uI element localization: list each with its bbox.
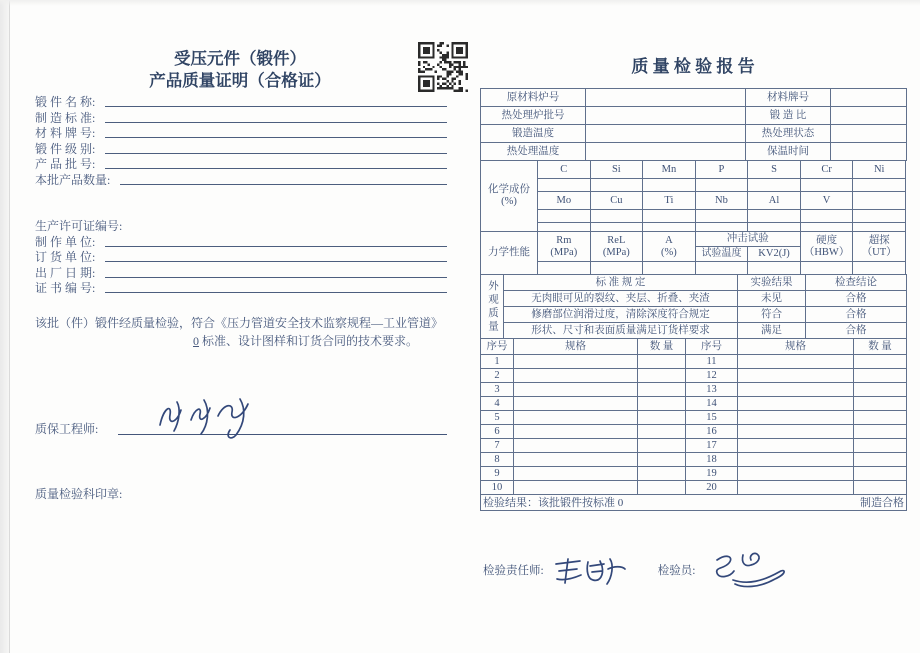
- chem-element: Nb: [695, 192, 748, 210]
- item-spec: [514, 453, 638, 467]
- field-row: [35, 140, 447, 155]
- chem-value: [800, 210, 853, 223]
- item-qty: [854, 467, 907, 481]
- item-spec: [738, 383, 854, 397]
- chem-element: Si: [590, 161, 643, 179]
- chem-value: [643, 179, 696, 192]
- appearance-conclusion: 合格: [806, 323, 907, 339]
- qr-code: [418, 42, 468, 92]
- appearance-row: [481, 323, 907, 339]
- items-header-row: [481, 339, 907, 355]
- appearance-row: [481, 307, 907, 323]
- info-label: 热处理炉批号: [481, 107, 586, 125]
- conformity-statement-line2: 0 标准、设计图样和订货合同的技术要求。: [193, 334, 419, 348]
- item-qty: [854, 369, 907, 383]
- blank-underline: [120, 183, 447, 185]
- info-label: 保温时间: [746, 143, 831, 161]
- chem-element: S: [748, 161, 801, 179]
- qa-engineer-label: 质保工程师:: [35, 422, 99, 436]
- field-row: [35, 171, 447, 186]
- mech-col-impact: 冲击试验: [695, 232, 800, 247]
- appearance-conclusion: 合格: [806, 291, 907, 307]
- item-spec: [738, 453, 854, 467]
- blank-underline: [105, 121, 447, 123]
- chem-value: [538, 210, 591, 223]
- inspection-result: [481, 495, 907, 511]
- info-value: [831, 89, 907, 107]
- mech-value: [853, 262, 906, 275]
- item-serial: 1: [481, 355, 514, 369]
- item-row: [481, 397, 907, 411]
- items-header: 规格: [514, 339, 638, 355]
- mech-value: [695, 262, 748, 275]
- info-value: [586, 143, 746, 161]
- inspection-result-text: 检验结果：该批锻件按标准 0: [483, 496, 624, 509]
- field-label: 锻 件 级 别:: [35, 141, 96, 156]
- mech-col-hardness: 硬度 （HBW）: [800, 232, 853, 262]
- blank-underline: [105, 276, 447, 278]
- seal-label: 质量检验科印章:: [35, 487, 123, 501]
- chem-value: [800, 179, 853, 192]
- appearance-table: [480, 274, 907, 339]
- item-spec: [514, 383, 638, 397]
- chem-element: C: [538, 161, 591, 179]
- field-label: 生产许可证编号:: [35, 219, 123, 234]
- item-spec: [738, 411, 854, 425]
- field-row: [35, 156, 447, 171]
- field-row: [35, 218, 447, 233]
- item-serial: 3: [481, 383, 514, 397]
- chem-element: Mo: [538, 192, 591, 210]
- report-signature-row: [483, 556, 795, 595]
- item-qty: [854, 439, 907, 453]
- chem-section-label: 化学成份 (%): [481, 161, 538, 232]
- chem-element: [853, 192, 906, 210]
- item-qty: [854, 383, 907, 397]
- item-serial: 18: [686, 453, 738, 467]
- item-qty: [638, 481, 686, 495]
- item-spec: [514, 355, 638, 369]
- result-row: [481, 495, 907, 511]
- field-group-product: [35, 94, 447, 187]
- mech-col-rel: ReL (MPa): [590, 232, 643, 262]
- blank-underline: [105, 152, 447, 154]
- chem-value: [590, 210, 643, 223]
- field-row: [35, 264, 447, 279]
- item-serial: 10: [481, 481, 514, 495]
- appearance-result: 符合: [738, 307, 806, 323]
- item-serial: 5: [481, 411, 514, 425]
- item-spec: [514, 397, 638, 411]
- item-qty: [638, 397, 686, 411]
- conformity-statement: [35, 314, 443, 350]
- appearance-result: 未见: [738, 291, 806, 307]
- appearance-header: 检查结论: [806, 275, 907, 291]
- item-serial: 15: [686, 411, 738, 425]
- item-spec: [514, 411, 638, 425]
- info-row: [481, 107, 907, 125]
- item-row: [481, 467, 907, 481]
- field-label: 制 造 标 准:: [35, 110, 96, 125]
- chemical-composition-table: [480, 160, 906, 232]
- mech-value: [590, 262, 643, 275]
- item-spec: [738, 369, 854, 383]
- item-spec: [514, 467, 638, 481]
- item-spec: [738, 397, 854, 411]
- signature-inspector: [695, 556, 795, 595]
- appearance-criterion: 形状、尺寸和表面质量满足订货样要求: [504, 323, 738, 339]
- item-row: [481, 425, 907, 439]
- item-spec: [738, 467, 854, 481]
- info-row: [481, 125, 907, 143]
- items-header: 数 量: [638, 339, 686, 355]
- chem-value: [695, 210, 748, 223]
- item-serial: 9: [481, 467, 514, 481]
- item-row: [481, 383, 907, 397]
- chem-header-row-1: [481, 161, 906, 179]
- mech-value: [643, 262, 696, 275]
- mech-col-impact-temp: 试验温度: [695, 247, 748, 262]
- chem-element: Ti: [643, 192, 696, 210]
- report-table: [480, 88, 906, 511]
- mech-value: [800, 262, 853, 275]
- item-serial: 20: [686, 481, 738, 495]
- item-spec: [514, 369, 638, 383]
- info-value: [586, 125, 746, 143]
- certificate-title: [100, 48, 380, 92]
- item-qty: [638, 425, 686, 439]
- chem-value: [853, 179, 906, 192]
- blank-underline: [105, 291, 447, 293]
- item-qty: [638, 453, 686, 467]
- info-label: 锻 造 比: [746, 107, 831, 125]
- scan-edge-left: [0, 0, 10, 653]
- item-spec: [738, 439, 854, 453]
- mech-col-ut: 超探 （UT）: [853, 232, 906, 262]
- item-spec: [738, 355, 854, 369]
- appearance-header: 标 准 规 定: [504, 275, 738, 291]
- field-label: 本批产品数量:: [35, 172, 111, 187]
- chem-value-row-2: [481, 210, 906, 223]
- manufacture-qualified-text: 制造合格: [860, 496, 904, 509]
- chem-value: [643, 210, 696, 223]
- item-serial: 14: [686, 397, 738, 411]
- item-qty: [638, 383, 686, 397]
- chem-element: V: [800, 192, 853, 210]
- item-serial: 4: [481, 397, 514, 411]
- chem-header-row-2: [481, 192, 906, 210]
- info-value: [831, 143, 907, 161]
- appearance-header-row: [481, 275, 907, 291]
- field-label: 制 作 单 位:: [35, 234, 96, 249]
- field-label: 订 货 单 位:: [35, 250, 96, 265]
- info-row: [481, 89, 907, 107]
- item-qty: [854, 397, 907, 411]
- field-row: [35, 109, 447, 124]
- chem-element: Al: [748, 192, 801, 210]
- appearance-header: 实验结果: [738, 275, 806, 291]
- certificate-title-line2: 产品质量证明（合格证）: [149, 71, 331, 90]
- mech-col-rm: Rm (MPa): [538, 232, 591, 262]
- mech-col-a: A (%): [643, 232, 696, 262]
- items-header: 数 量: [854, 339, 907, 355]
- blank-underline: [105, 245, 447, 247]
- chem-value: [538, 179, 591, 192]
- item-qty: [854, 481, 907, 495]
- signature-qa-engineer: [150, 395, 270, 441]
- item-qty: [638, 369, 686, 383]
- items-header: 序号: [481, 339, 514, 355]
- item-qty: [854, 411, 907, 425]
- mech-value-row: [481, 262, 906, 275]
- mech-col-impact-kv: KV2(J): [748, 247, 801, 262]
- item-spec: [514, 481, 638, 495]
- field-label: 锻 件 名 称:: [35, 95, 96, 110]
- appearance-criterion: 无肉眼可见的裂纹、夹层、折叠、夹渣: [504, 291, 738, 307]
- item-row: [481, 411, 907, 425]
- blank-underline: [105, 105, 447, 107]
- item-spec: [514, 425, 638, 439]
- field-row: [35, 280, 447, 295]
- field-label: 产 品 批 号:: [35, 157, 96, 172]
- blank-underline: [105, 167, 447, 169]
- conformity-statement-line1: 该批（件）锻件经质量检验，符合《压力管道安全技术监察规程—工业管道》: [35, 316, 444, 330]
- chem-value: [695, 179, 748, 192]
- appearance-row: [481, 291, 907, 307]
- item-qty: [638, 467, 686, 481]
- mech-value: [748, 262, 801, 275]
- item-row: [481, 481, 907, 495]
- items-header: 序号: [686, 339, 738, 355]
- info-value: [831, 107, 907, 125]
- info-value: [586, 89, 746, 107]
- info-value: [586, 107, 746, 125]
- info-label: 热处理状态: [746, 125, 831, 143]
- mech-section-label: 力学性能: [481, 232, 538, 275]
- appearance-conclusion: 合格: [806, 307, 907, 323]
- standard-number: 0: [193, 334, 199, 348]
- inspector-responsible-label: 检验责任师:: [483, 565, 544, 577]
- item-serial: 12: [686, 369, 738, 383]
- item-row: [481, 369, 907, 383]
- chem-element: Cr: [800, 161, 853, 179]
- scan-edge-top: [0, 0, 920, 6]
- item-serial: 16: [686, 425, 738, 439]
- item-qty: [854, 453, 907, 467]
- item-qty: [638, 355, 686, 369]
- items-header: 规格: [738, 339, 854, 355]
- field-label: 证 书 编 号:: [35, 281, 96, 296]
- field-row: [35, 249, 447, 264]
- info-table: [480, 88, 907, 161]
- field-row: [35, 94, 447, 109]
- item-qty: [638, 411, 686, 425]
- chem-element: Mn: [643, 161, 696, 179]
- item-serial: 11: [686, 355, 738, 369]
- certificate-title-line1: 受压元件（锻件）: [174, 49, 306, 68]
- item-serial: 7: [481, 439, 514, 453]
- blank-underline: [105, 260, 447, 262]
- item-spec: [514, 439, 638, 453]
- info-label: 热处理温度: [481, 143, 586, 161]
- chem-element: Ni: [853, 161, 906, 179]
- item-serial: 6: [481, 425, 514, 439]
- item-qty: [854, 355, 907, 369]
- chem-element: P: [695, 161, 748, 179]
- mech-value: [538, 262, 591, 275]
- chem-value-row-1: [481, 179, 906, 192]
- signature-inspector-responsible: [544, 556, 632, 591]
- chem-element: Cu: [590, 192, 643, 210]
- info-label: 锻造温度: [481, 125, 586, 143]
- item-spec: [738, 425, 854, 439]
- chem-value: [748, 210, 801, 223]
- info-label: 材料牌号: [746, 89, 831, 107]
- info-row: [481, 143, 907, 161]
- appearance-result: 满足: [738, 323, 806, 339]
- appearance-criterion: 修磨部位润滑过度，清除深度符合规定: [504, 307, 738, 323]
- info-label: 原材料炉号: [481, 89, 586, 107]
- field-group-order: [35, 218, 447, 295]
- blank-underline: [105, 136, 447, 138]
- inspector-label: 检验员:: [657, 565, 696, 577]
- item-qty: [638, 439, 686, 453]
- item-serial: 13: [686, 383, 738, 397]
- field-label: 出 厂 日 期:: [35, 265, 96, 280]
- appearance-section-label: 外观质量: [481, 275, 504, 339]
- item-row: [481, 355, 907, 369]
- chem-value: [748, 179, 801, 192]
- chem-value: [853, 210, 906, 223]
- report-title: 质 量 检 验 报 告: [631, 57, 755, 76]
- chem-value: [590, 179, 643, 192]
- item-serial: 19: [686, 467, 738, 481]
- field-row: [35, 233, 447, 248]
- field-row: [35, 125, 447, 140]
- mech-header-row-1: [481, 232, 906, 247]
- item-serial: 2: [481, 369, 514, 383]
- field-label: 材 料 牌 号:: [35, 126, 96, 141]
- item-row: [481, 439, 907, 453]
- item-spec: [738, 481, 854, 495]
- item-row: [481, 453, 907, 467]
- info-value: [831, 125, 907, 143]
- item-serial: 17: [686, 439, 738, 453]
- item-qty: [854, 425, 907, 439]
- item-serial: 8: [481, 453, 514, 467]
- mechanical-properties-table: [480, 231, 906, 275]
- items-table: [480, 338, 907, 511]
